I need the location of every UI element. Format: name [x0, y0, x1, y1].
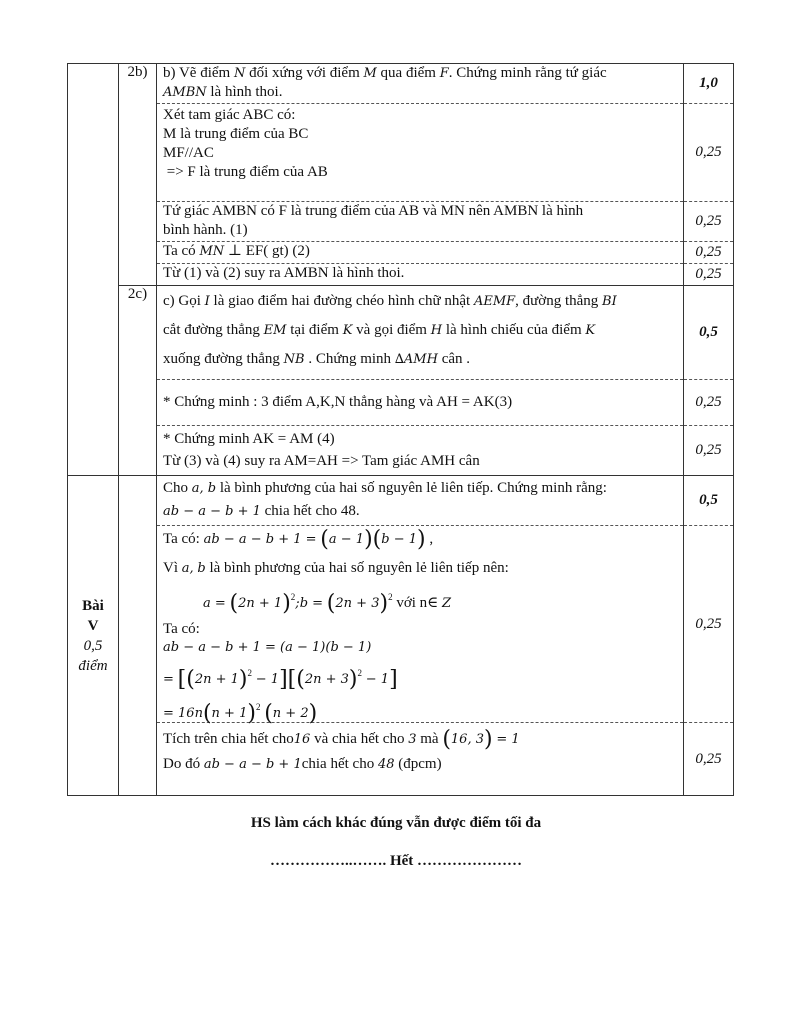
step-bai5-2: Tích trên chia hết cho16 và chia hết cho 3 mà (16, 3) = 1 Do đó ab − a − b + 1chia hết cho 48 (đpcm) [163, 727, 520, 772]
section-cell-empty [68, 64, 119, 476]
score-bai5-total: 0,5 [684, 476, 733, 526]
step-2b-2: Tứ giác AMBN có F là trung điểm của AB và MN nên AMBN là hình bình hành. (1) [157, 202, 683, 242]
score-2b-3: 0,25 [684, 242, 733, 264]
score-bai5-1: 0,25 [684, 526, 733, 723]
content-2c [157, 286, 684, 476]
answer-table [67, 63, 734, 796]
content-2b [157, 64, 684, 286]
part-label-2c: 2c) [119, 286, 157, 476]
row-2c [68, 286, 734, 476]
score-2b-4: 0,25 [695, 265, 722, 282]
score-2b-1: 0,25 [684, 104, 733, 202]
scores-bai5 [684, 476, 734, 796]
step-bai5-1: Ta có: ab − a − b + 1 = (a − 1)(b − 1) , Vì a, b là bình phương của hai số nguyên lẻ liên tiếp nên: $a = (2n + 1)^2;b = (2n + 3)^2$ với n∈ Z Ta có: ab − a − b + 1 = (a − 1)(b − 1) = $[(2n + 1)^2 - 1][(2n + 3)^2 - 1]$ = $16n(n + 1)^2$ (n + 2) [157, 526, 683, 723]
score-2b-2: 0,25 [684, 202, 733, 242]
step-2c-1: * Chứng minh : 3 điểm A,K,N thẳng hàng và AH = AK(3) [157, 380, 683, 426]
question-2b: b) Vẽ điểm N đối xứng với điểm M qua điểm F. Chứng minh rằng tứ giác AMBN là hình thoi. [157, 64, 683, 104]
section-label-bai5: Bài V 0,5 điểm [68, 476, 119, 796]
step-2b-4: Từ (1) và (2) suy ra AMBN là hình thoi. [163, 265, 405, 281]
score-bai5-2: 0,25 [695, 750, 722, 767]
step-2c-2: * Chứng minh AK = AM (4) Từ (3) và (4) suy ra AM=AH => Tam giác AMH cân [163, 431, 480, 469]
row-bai5 [68, 476, 734, 796]
question-2c: c) Gọi I là giao điểm hai đường chéo hình chữ nhật AEMF, đường thẳng BI cắt đường thẳng EM tại điểm K và gọi điểm H là hình chiếu của điểm K xuống đường thẳng NB . Chứng minh ∆AMH cân . [157, 286, 683, 380]
score-2c-2: 0,25 [695, 442, 722, 458]
score-2b-total: 1,0 [684, 64, 733, 104]
score-2c-1: 0,25 [684, 380, 733, 426]
step-2b-1: Xét tam giác ABC có: M là trung điểm của BC MF//AC => F là trung điểm của AB [157, 104, 683, 202]
scores-2b [684, 64, 734, 286]
part-label-2b: 2b) [119, 64, 157, 286]
part-cell-empty [119, 476, 157, 796]
row-2b [68, 64, 734, 286]
scores-2c [684, 286, 734, 476]
question-bai5: Cho a, b là bình phương của hai số nguyên lẻ liên tiếp. Chứng minh rằng: ab − a − b + 1 chia hết cho 48. [157, 476, 683, 526]
score-2c-total: 0,5 [684, 286, 733, 380]
step-2b-3: Ta có MN ⊥ EF( gt) (2) [157, 242, 683, 264]
content-bai5 [157, 476, 684, 796]
alternate-method-note: HS làm cách khác đúng vẫn được điểm tối đa [250, 815, 542, 831]
end-marker: ……………..……. Hết ………………… [269, 853, 523, 869]
